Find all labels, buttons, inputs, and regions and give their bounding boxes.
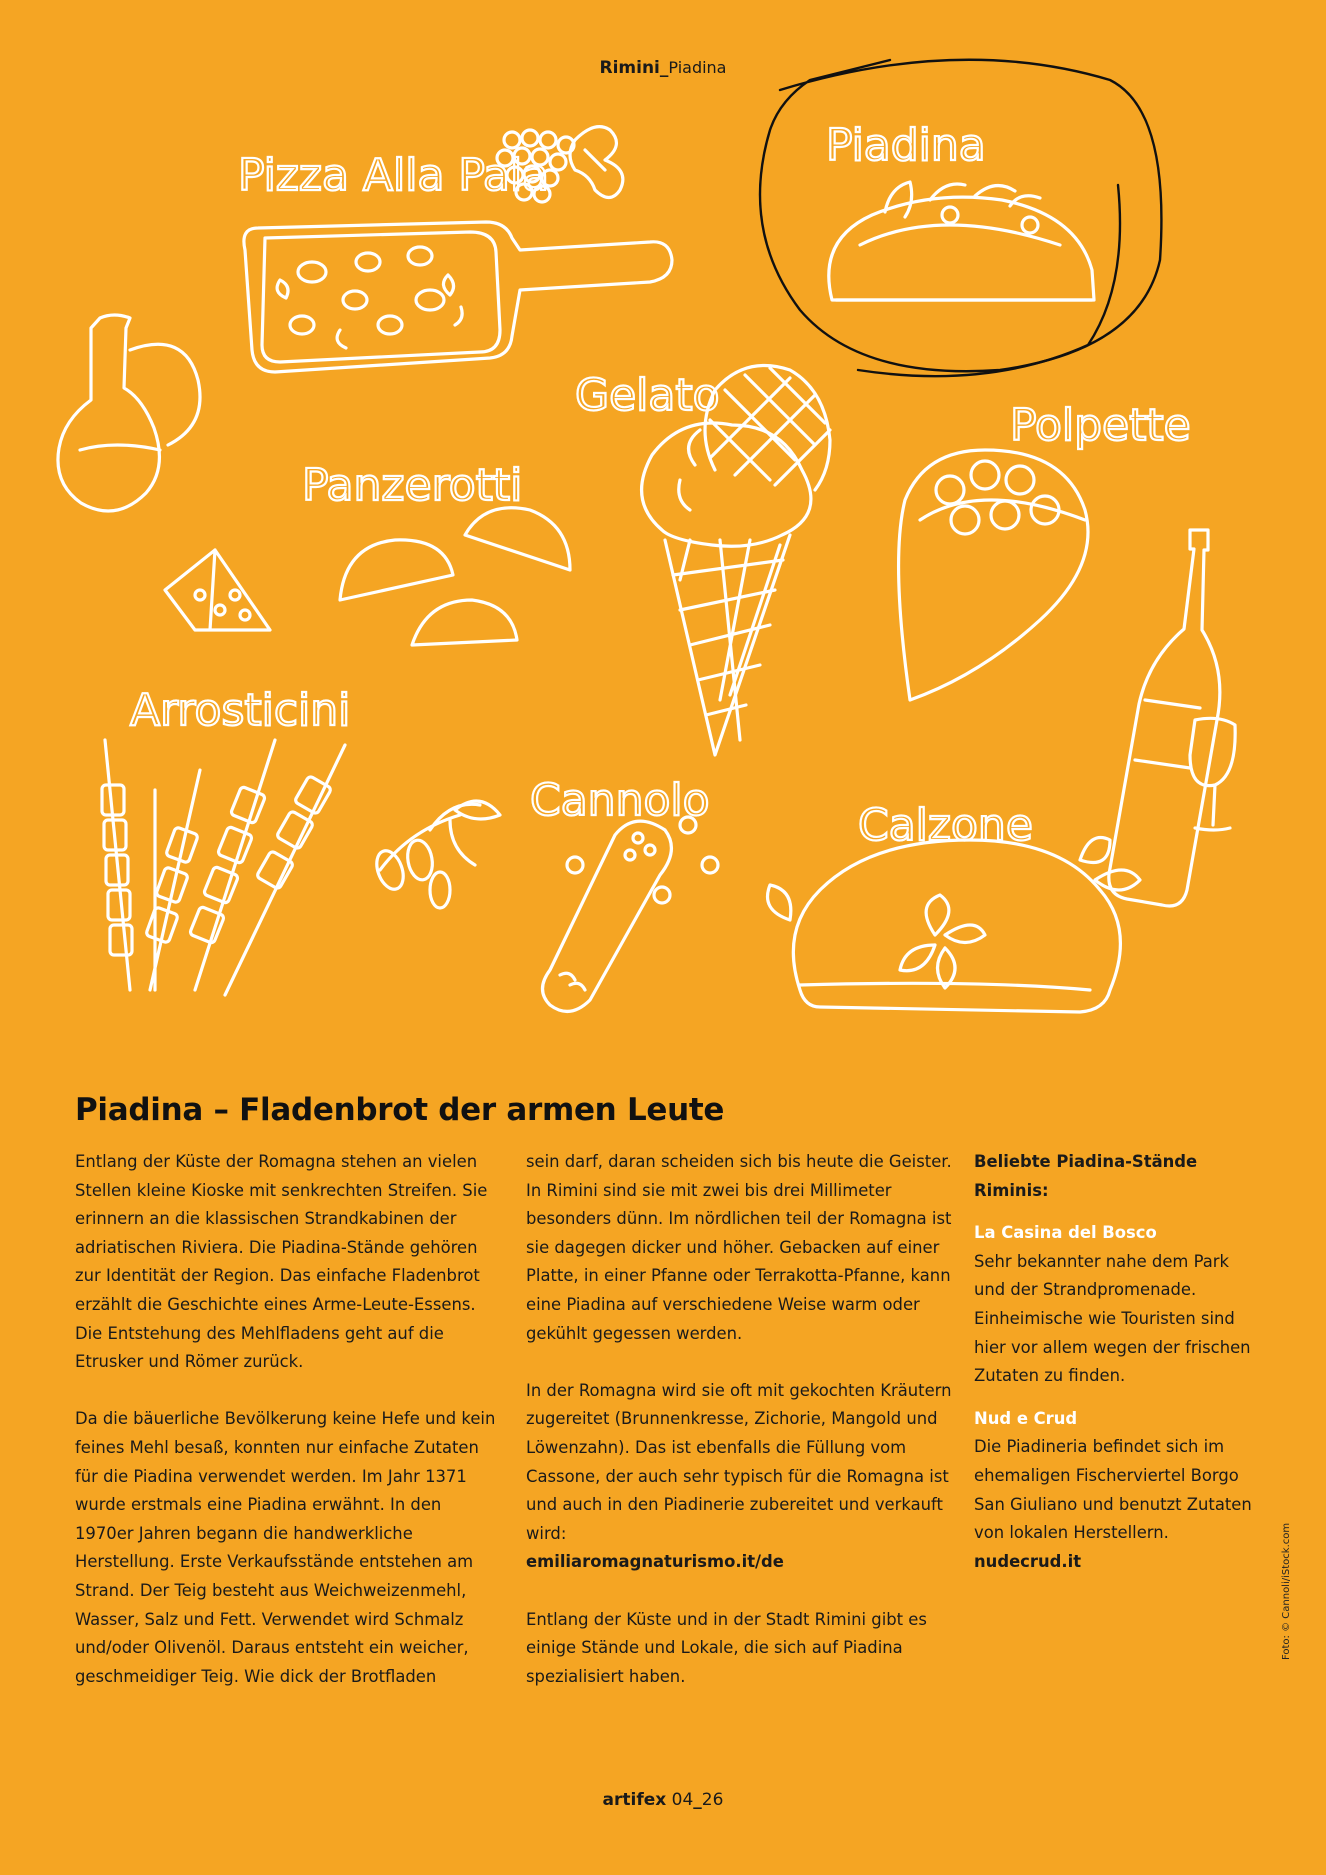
wine-drawing — [1109, 530, 1235, 906]
footer-issue: 04 — [671, 1790, 694, 1810]
label-piadina: Piadina — [826, 120, 986, 171]
stand-entry — [974, 1219, 1254, 1391]
article-title: Piadina – Fladenbrot der armen Leute — [75, 1092, 725, 1128]
paragraph: sein darf, daran scheiden sich bis heute die Geister. In Rimini sind sie mit zwei bis drei Millimeter besonders dünn. Im nördlichen teil der Romagna ist sie dagegen dicker und höher. Gebacken auf einer Platte, in einer Pfanne oder Terrakotta-Pfanne, kann eine Piadina auf verschiedene Weise warm oder gekühlt gegessen werden. — [526, 1152, 952, 1343]
label-calzone: Calzone — [858, 800, 1033, 851]
header-separator: _ — [659, 58, 669, 78]
sidebar-stands — [974, 1148, 1254, 1590]
panzerotti-drawing — [302, 460, 570, 645]
footer-separator: _ — [693, 1790, 702, 1810]
stand-name: La Casina del Bosco — [974, 1223, 1157, 1243]
stand-name: Nud e Crud — [974, 1408, 1078, 1428]
cannolo-drawing — [530, 775, 718, 1011]
header-title: Rimini — [599, 58, 660, 78]
polpette-drawing — [899, 400, 1191, 700]
label-polpette: Polpette — [1010, 400, 1191, 451]
pizza-paddle-drawing — [238, 150, 672, 372]
piadina-drawing — [760, 60, 1161, 376]
paragraph-text: In der Romagna wird sie oft mit gekochten Kräutern zugereitet (Brunnenkresse, Zichorie, Mangold und Löwenzahn). Das ist ebenfalls die Füllung vom Cassone, der auch sehr typisch für die Romagna ist und auch in den Piadinerie zubereitet und verkauft wird: — [526, 1380, 952, 1543]
stand-link[interactable]: nudecrud.it — [974, 1551, 1082, 1571]
article-column-2 — [526, 1148, 956, 1720]
cheese-drawing — [165, 550, 270, 630]
paragraph: Da die bäuerliche Bevölkerung keine Hefe und kein feines Mehl besaß, konnten nur einfache Zutaten für die Piadina verwendet werden. Im Jahr 1371 wurde erstmals eine Piadina erwähnt. In den 1970er Jahren begann die handwerkliche Herstellung. Erste Verkaufsstände entstehen am Strand. Der Teig besteht aus Weichweizenmehl, Wasser, Salz und Fett. Verwendet wird Schmalz und/oder Olivenöl. Daraus entsteht ein weicher, geschmeidiger Teig. Wie dick der Brotfladen — [75, 1409, 496, 1686]
carafe-drawing — [58, 315, 200, 511]
photo-credit: Foto: © Cannoli/iStock.com — [1281, 1522, 1292, 1660]
footer-brand: artifex — [602, 1790, 667, 1810]
arrosticini-drawing — [102, 685, 350, 995]
stand-entry — [974, 1405, 1254, 1577]
header-subtitle: Piadina — [668, 58, 727, 77]
paragraph: Entlang der Küste und in der Stadt Rimini gibt es einige Stände und Lokale, die sich auf Piadina spezialisiert haben. — [526, 1609, 927, 1686]
label-pizza: Pizza Alla Pala — [238, 150, 550, 201]
paragraph — [526, 1377, 956, 1577]
footer-page: 26 — [701, 1790, 724, 1810]
stand-description: Sehr bekannter nahe dem Park und der Strandpromenade. Einheimische wie Touristen sind hier vor allem wegen der frischen Zutaten zu finden. — [974, 1251, 1251, 1386]
label-cannolo: Cannolo — [530, 775, 710, 826]
article-column-1 — [75, 1148, 500, 1720]
calzone-drawing — [768, 800, 1141, 1012]
tourism-link[interactable]: emiliaromagnaturismo.it/de — [526, 1552, 784, 1572]
olives-drawing — [372, 801, 500, 908]
label-arrosticini: Arrosticini — [130, 685, 351, 736]
stand-description: Die Piadineria befindet sich im ehemaligen Fischerviertel Borgo San Giuliano und benutzt Zutaten von lokalen Herstellern. — [974, 1437, 1252, 1543]
gelato-drawing — [575, 366, 830, 756]
paragraph: Entlang der Küste der Romagna stehen an vielen Stellen kleine Kioske mit senkrechten Streifen. Sie erinnern an die klassischen Strandkabinen der adriatischen Riviera. Die Piadina-Stände gehören zur Identität der Region. Das einfache Fladenbrot erzählt die Geschichte eines Arme-Leute-Essens. Die Entstehung des Mehlfladens geht auf die Etrusker und Römer zurück. — [75, 1152, 488, 1372]
label-gelato: Gelato — [575, 370, 720, 421]
sidebar-heading: Beliebte Piadina-Stände Riminis: — [974, 1152, 1198, 1200]
page-footer — [0, 1790, 1326, 1810]
label-panzerotti: Panzerotti — [302, 460, 523, 511]
